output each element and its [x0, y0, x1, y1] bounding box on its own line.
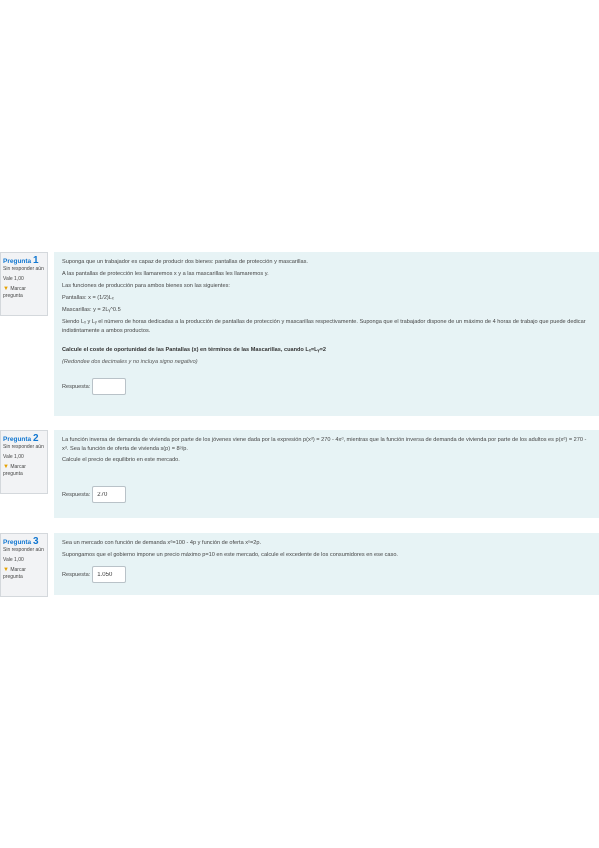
question-status: Sin responder aún — [3, 547, 44, 553]
question-number: Pregunta 1 — [3, 255, 39, 266]
question-score: Vale 1,00 — [3, 454, 24, 460]
question-text-line: Suponga que un trabajador es capaz de producir dos bienes: pantallas de protección y mascarillas. — [62, 259, 308, 265]
flag-icon: ▼ — [3, 464, 9, 470]
question-text-panel — [54, 252, 599, 416]
question-score: Vale 1,00 — [3, 557, 24, 563]
question-info-panel — [0, 533, 48, 597]
question-status: Sin responder aún — [3, 444, 44, 450]
question-info-panel — [0, 430, 48, 494]
answer-input[interactable] — [92, 566, 126, 583]
question-text-line: A las pantallas de protección les llamaremos x y a las mascarillas les llamaremos y. — [62, 271, 269, 277]
question-text-panel — [54, 430, 599, 518]
question-text-line: La función inversa de demanda de vivienda por parte de los jóvenes viene dada por la expresión p(xᵈ) = 270 - 4xᵈ, mientras que la función inversa de demanda de vivienda por parte de los adultos es p(xᵈ) = 270 - xᵈ. Sea la función de oferta de vivienda s(p) = 8ᵖ/p. — [62, 437, 587, 452]
answer-input[interactable] — [92, 486, 126, 503]
answer-row — [62, 566, 591, 583]
answer-label: Respuesta: — [62, 491, 91, 498]
flag-icon: ▼ — [3, 286, 9, 292]
question-number: Pregunta 2 — [3, 433, 39, 444]
question-text-line: Supongamos que el gobierno impone un precio máximo p=10 en este mercado, calcule el excedente de los consumidores en ese caso. — [62, 552, 398, 558]
question-hint: (Redondee dos decimales y no incluya signo negativo) — [62, 359, 198, 365]
question-text-line: Mascarillas: y = 2Lᵧ^0.5 — [62, 307, 121, 313]
answer-input[interactable] — [92, 378, 126, 395]
question-prompt: Calcule el coste de oportunidad de las Pantallas (x) en términos de las Mascarillas, cuando Lₓ=Lᵧ=2 — [62, 347, 326, 353]
question-status: Sin responder aún — [3, 266, 44, 272]
question-score: Vale 1,00 — [3, 276, 24, 282]
answer-row — [62, 486, 591, 503]
question-text-line: Las funciones de producción para ambos bienes son las siguientes: — [62, 283, 230, 289]
answer-label: Respuesta: — [62, 571, 91, 578]
flag-question-link[interactable]: ▼ Marcar pregunta — [3, 286, 26, 299]
question-info-panel — [0, 252, 48, 316]
flag-question-link[interactable]: ▼ Marcar pregunta — [3, 567, 26, 580]
question-text-line: Pantallas: x = (1/2)Lₓ — [62, 295, 114, 301]
answer-row — [62, 378, 591, 395]
flag-icon: ▼ — [3, 567, 9, 573]
answer-label: Respuesta: — [62, 383, 91, 390]
question-text-line: Siendo Lₓ y Lᵧ el número de horas dedicadas a la producción de pantallas de protección y mascarillas respectivamente. Suponga que el trabajador dispone de un máximo de 4 horas de trabajo que puede dedicar indistintamente a ambos productos. — [62, 319, 586, 334]
flag-question-link[interactable]: ▼ Marcar pregunta — [3, 464, 26, 477]
question-text-panel — [54, 533, 599, 595]
question-text-line: Sea un mercado con función de demanda xᵈ=100 - 4p y función de oferta xˢ=2p. — [62, 540, 261, 546]
question-text-line: Calcule el precio de equilibrio en este mercado. — [62, 457, 180, 463]
question-number: Pregunta 3 — [3, 536, 39, 547]
